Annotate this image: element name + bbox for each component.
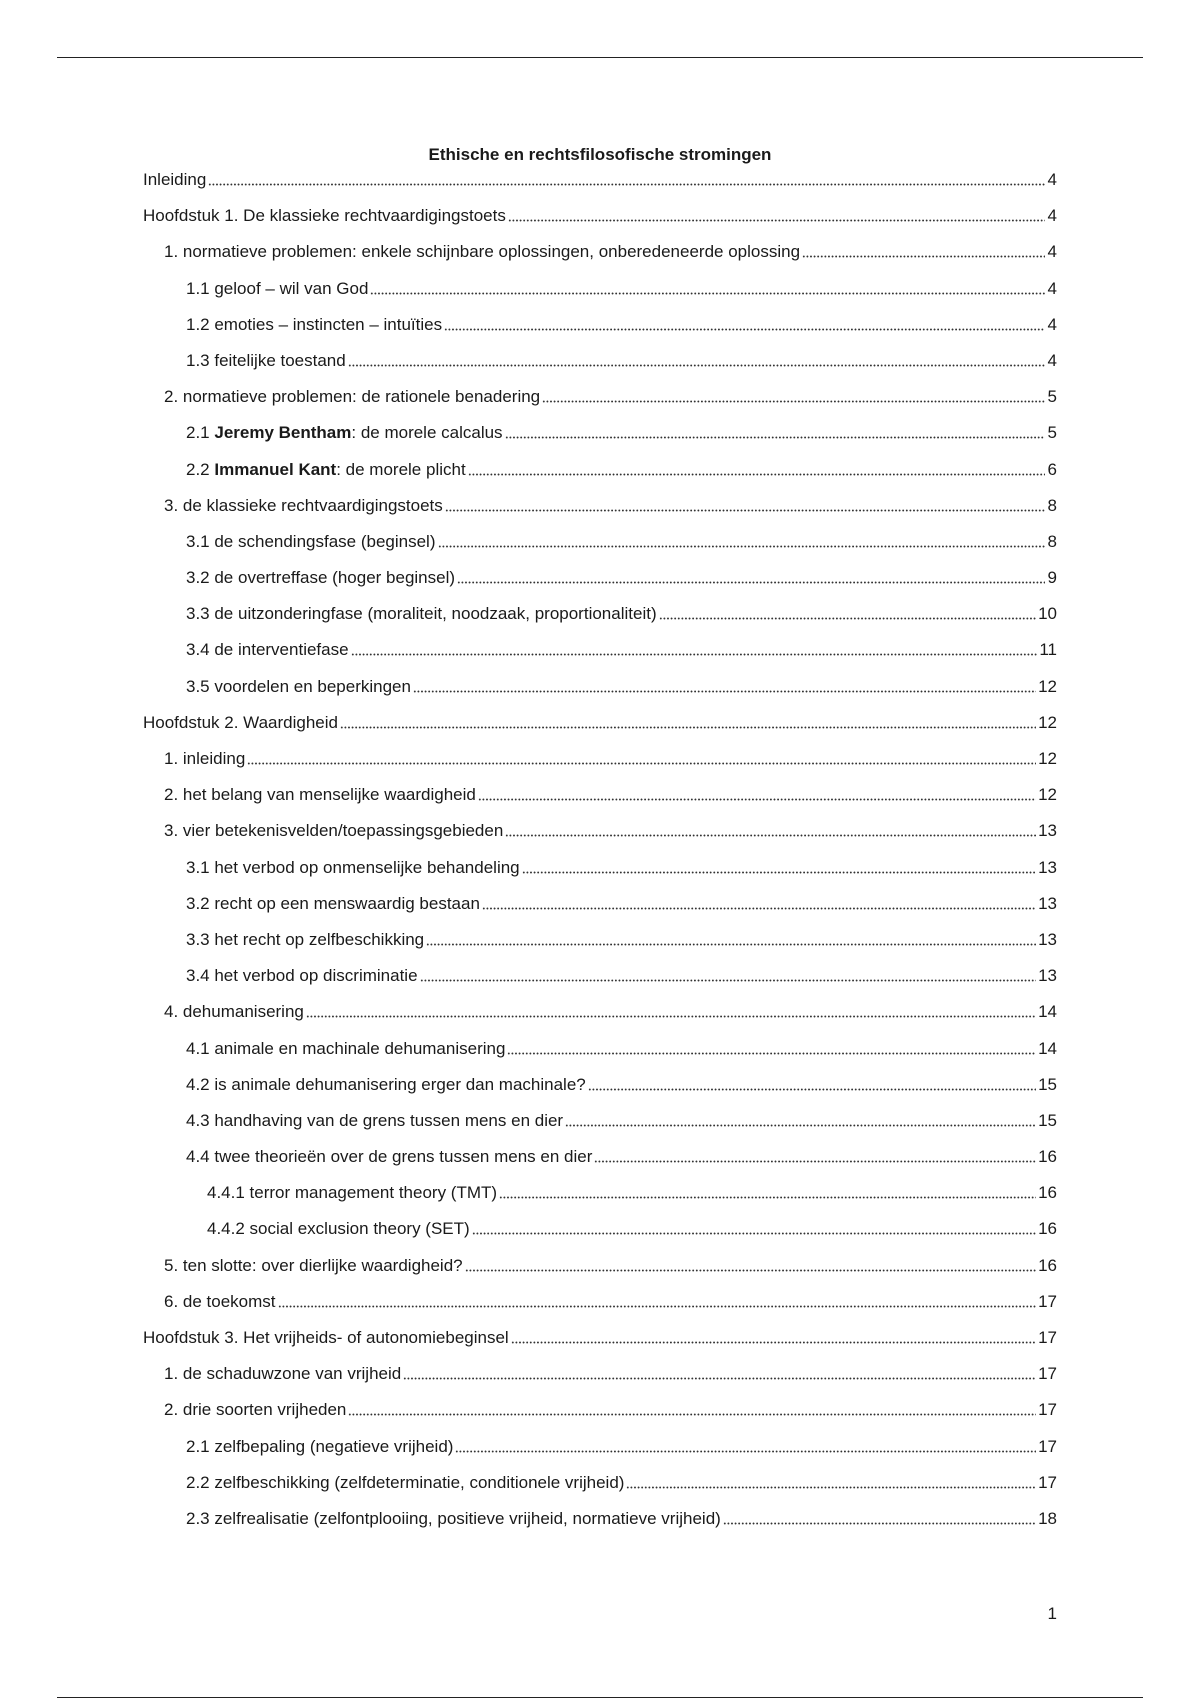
- dot-leader: [626, 1472, 1036, 1489]
- dot-leader: [507, 1038, 1036, 1055]
- toc-entry-page: 14: [1038, 1038, 1057, 1058]
- toc-entry-page: 4: [1047, 206, 1057, 226]
- toc-entry[interactable]: [143, 1255, 1057, 1291]
- toc-entry-label: 3. vier betekenisvelden/toepassingsgebieden: [164, 821, 504, 841]
- toc-entry[interactable]: [143, 1074, 1057, 1110]
- dot-leader: [482, 893, 1036, 910]
- dot-leader: [438, 531, 1046, 548]
- toc-entry-label: 3.4 het verbod op discriminatie: [186, 966, 418, 986]
- toc-entry-page: 4: [1047, 350, 1057, 370]
- toc-entry[interactable]: [143, 748, 1057, 784]
- toc-entry[interactable]: [143, 784, 1057, 820]
- toc-entry-label: 1.2 emoties – instincten – intuïties: [186, 314, 443, 334]
- toc-entry-page: 10: [1038, 604, 1057, 624]
- toc-entry-page: 17: [1038, 1364, 1057, 1384]
- toc-entry[interactable]: [143, 1327, 1057, 1363]
- dot-leader: [465, 1255, 1036, 1272]
- toc-entry-page: 16: [1038, 1219, 1057, 1239]
- toc-entry-page: 4: [1047, 170, 1057, 189]
- toc-entry-page: 14: [1038, 1002, 1057, 1022]
- toc-entry-author: Jeremy Bentham: [214, 423, 352, 443]
- toc-entry[interactable]: [143, 857, 1057, 893]
- toc-entry-page: 4: [1047, 278, 1057, 298]
- toc-entry-label: 1.3 feitelijke toestand: [186, 350, 346, 370]
- toc-entry[interactable]: [143, 1001, 1057, 1037]
- toc-entry[interactable]: [143, 205, 1057, 241]
- toc-entry-page: 5: [1047, 423, 1057, 443]
- toc-entry-label: 4.3 handhaving van de grens tussen mens en dier: [186, 1110, 564, 1130]
- footer-rule: [57, 1697, 1143, 1698]
- toc-entry-page: 17: [1038, 1472, 1057, 1492]
- toc-entry-label: 4.4.2 social exclusion theory (SET): [207, 1219, 470, 1239]
- dot-leader: [348, 1399, 1036, 1416]
- toc-entry-author: Immanuel Kant: [214, 459, 337, 479]
- toc-entry[interactable]: [143, 1436, 1057, 1472]
- toc-entry[interactable]: [143, 350, 1057, 386]
- dot-leader: [542, 386, 1045, 403]
- toc-entry-subtitle: : de morele calcalus: [351, 423, 503, 443]
- toc-entry-page: 13: [1038, 929, 1057, 949]
- toc-entry-label: 2. normatieve problemen: de rationele benadering: [164, 387, 541, 407]
- toc-entry-label: 3.1 de schendingsfase (beginsel): [186, 531, 436, 551]
- toc-entry-page: 17: [1038, 1400, 1057, 1420]
- toc-entry-label: Hoofdstuk 1. De klassieke rechtvaardigingstoets: [143, 206, 506, 226]
- toc-entry-page: 15: [1038, 1110, 1057, 1130]
- toc-entry-page: 16: [1038, 1147, 1057, 1167]
- toc-entry-page: 17: [1038, 1328, 1057, 1347]
- toc-entry-label: 4.4 twee theorieën over de grens tussen mens en dier: [186, 1147, 593, 1167]
- dot-leader: [468, 459, 1045, 476]
- toc-entry-page: 18: [1038, 1508, 1057, 1528]
- toc-entry-number: 2.1: [186, 423, 215, 443]
- toc-entry[interactable]: [143, 1146, 1057, 1182]
- dot-leader: [208, 169, 1045, 186]
- dot-leader: [508, 205, 1045, 222]
- dot-leader: [306, 1001, 1036, 1018]
- dot-leader: [413, 676, 1036, 693]
- toc-entry-page: 4: [1047, 242, 1057, 262]
- dot-leader: [247, 748, 1036, 765]
- toc-entry[interactable]: [143, 1110, 1057, 1146]
- toc-entry[interactable]: [143, 1363, 1057, 1399]
- dot-leader: [472, 1218, 1036, 1235]
- toc-entry[interactable]: [143, 712, 1057, 748]
- toc-entry[interactable]: [143, 1399, 1057, 1435]
- table-of-contents: [143, 169, 1057, 1544]
- dot-leader: [444, 314, 1045, 331]
- toc-entry-page: 13: [1038, 893, 1057, 913]
- toc-entry[interactable]: [143, 386, 1057, 422]
- dot-leader: [588, 1074, 1036, 1091]
- toc-entry-label: 2. drie soorten vrijheden: [164, 1400, 347, 1420]
- toc-entry-label: 5. ten slotte: over dierlijke waardigheid?: [164, 1255, 463, 1275]
- toc-entry-page: 13: [1038, 821, 1057, 841]
- toc-entry[interactable]: [143, 1182, 1057, 1218]
- toc-entry-page: 13: [1038, 857, 1057, 877]
- toc-entry-page: 6: [1047, 459, 1057, 479]
- dot-leader: [455, 1436, 1036, 1453]
- toc-entry[interactable]: [143, 241, 1057, 277]
- toc-entry-page: 12: [1038, 785, 1057, 805]
- toc-entry-label: [186, 459, 466, 481]
- toc-entry-page: 12: [1038, 712, 1057, 732]
- toc-entry-label: 3.2 de overtreffase (hoger beginsel): [186, 568, 456, 588]
- toc-entry-subtitle: : de morele plicht: [336, 459, 466, 479]
- toc-entry-label: 2.1 zelfbepaling (negatieve vrijheid): [186, 1436, 454, 1456]
- page-number: 1: [1047, 1604, 1057, 1623]
- toc-entry-page: 13: [1038, 966, 1057, 986]
- toc-entry[interactable]: [143, 459, 1057, 495]
- dot-leader: [278, 1291, 1037, 1308]
- toc-entry-page: 11: [1039, 640, 1057, 660]
- dot-leader: [457, 567, 1045, 584]
- toc-entry-label: 6. de toekomst: [164, 1291, 276, 1311]
- toc-entry-label: Hoofdstuk 2. Waardigheid: [143, 712, 338, 732]
- dot-leader: [511, 1327, 1036, 1344]
- toc-entry[interactable]: [143, 929, 1057, 965]
- dot-leader: [505, 422, 1045, 439]
- toc-entry[interactable]: [143, 567, 1057, 603]
- toc-entry-page: 8: [1047, 495, 1057, 515]
- toc-entry[interactable]: [143, 314, 1057, 350]
- dot-leader: [723, 1508, 1036, 1525]
- dot-leader: [802, 241, 1045, 258]
- dot-leader: [420, 965, 1037, 982]
- document-title: Ethische en rechtsfilosofische stromingen: [428, 145, 772, 164]
- toc-entry-label: 4.2 is animale dehumanisering erger dan machinale?: [186, 1074, 586, 1094]
- toc-entry-label: [186, 422, 503, 444]
- dot-leader: [594, 1146, 1036, 1163]
- toc-entry[interactable]: [143, 422, 1057, 458]
- dot-leader: [565, 1110, 1036, 1127]
- toc-entry-label: Inleiding: [143, 170, 207, 189]
- toc-entry-page: 17: [1038, 1291, 1057, 1311]
- dot-leader: [478, 784, 1036, 801]
- toc-entry[interactable]: [143, 1038, 1057, 1074]
- toc-entry-label: 4. dehumanisering: [164, 1002, 304, 1022]
- dot-leader: [403, 1363, 1036, 1380]
- toc-entry[interactable]: [143, 278, 1057, 314]
- toc-entry[interactable]: [143, 1508, 1057, 1544]
- toc-entry-number: 2.2: [186, 459, 215, 479]
- toc-entry-label: 3. de klassieke rechtvaardigingstoets: [164, 495, 443, 515]
- toc-entry-label: 3.3 de uitzonderingfase (moraliteit, noodzaak, proportionaliteit): [186, 604, 657, 624]
- toc-entry-label: 1. normatieve problemen: enkele schijnbare oplossingen, onberedeneerde oplossing: [164, 242, 801, 262]
- toc-entry-label: 3.4 de interventiefase: [186, 640, 349, 660]
- toc-entry-page: 16: [1038, 1255, 1057, 1275]
- toc-entry-label: 3.3 het recht op zelfbeschikking: [186, 929, 425, 949]
- dot-leader: [499, 1182, 1036, 1199]
- toc-entry-label: 4.4.1 terror management theory (TMT): [207, 1183, 498, 1203]
- dot-leader: [348, 350, 1045, 367]
- dot-leader: [370, 278, 1045, 295]
- toc-entry[interactable]: [143, 1218, 1057, 1254]
- toc-entry[interactable]: [143, 639, 1057, 675]
- toc-entry[interactable]: [143, 603, 1057, 639]
- dot-leader: [659, 603, 1036, 620]
- toc-entry-label: 3.1 het verbod op onmenselijke behandeling: [186, 857, 520, 877]
- toc-entry-page: 15: [1038, 1074, 1057, 1094]
- toc-entry-label: 1.1 geloof – wil van God: [186, 278, 369, 298]
- toc-entry[interactable]: [143, 531, 1057, 567]
- toc-entry-label: 4.1 animale en machinale dehumanisering: [186, 1038, 506, 1058]
- toc-entry-label: 1. inleiding: [164, 749, 246, 768]
- toc-entry-page: 8: [1047, 531, 1057, 551]
- toc-entry[interactable]: [143, 893, 1057, 929]
- toc-entry-page: 12: [1038, 749, 1057, 768]
- toc-entry[interactable]: [143, 495, 1057, 531]
- dot-leader: [505, 820, 1036, 837]
- header-rule: [57, 57, 1143, 58]
- toc-entry[interactable]: [143, 169, 1057, 205]
- toc-entry-label: 3.2 recht op een menswaardig bestaan: [186, 893, 480, 913]
- dot-leader: [445, 495, 1045, 512]
- toc-entry-page: 17: [1038, 1436, 1057, 1456]
- toc-entry[interactable]: [143, 1291, 1057, 1327]
- toc-entry-page: 4: [1047, 314, 1057, 334]
- toc-entry-page: 9: [1047, 568, 1057, 588]
- toc-entry-label: 2.2 zelfbeschikking (zelfdeterminatie, conditionele vrijheid): [186, 1472, 625, 1492]
- toc-entry-page: 12: [1038, 676, 1057, 696]
- toc-entry-label: 2. het belang van menselijke waardigheid: [164, 785, 476, 805]
- dot-leader: [522, 857, 1036, 874]
- toc-entry[interactable]: [143, 820, 1057, 856]
- toc-entry[interactable]: [143, 965, 1057, 1001]
- toc-entry-label: 3.5 voordelen en beperkingen: [186, 676, 411, 696]
- toc-entry-label: Hoofdstuk 3. Het vrijheids- of autonomiebeginsel: [143, 1328, 509, 1347]
- dot-leader: [426, 929, 1036, 946]
- toc-entry-page: 16: [1038, 1183, 1057, 1203]
- dot-leader: [351, 639, 1038, 656]
- toc-entry-label: 1. de schaduwzone van vrijheid: [164, 1364, 402, 1384]
- dot-leader: [340, 712, 1036, 729]
- toc-entry-label: 2.3 zelfrealisatie (zelfontplooiing, positieve vrijheid, normatieve vrijheid): [186, 1508, 721, 1528]
- toc-entry[interactable]: [143, 676, 1057, 712]
- toc-entry[interactable]: [143, 1472, 1057, 1508]
- toc-entry-page: 5: [1047, 387, 1057, 407]
